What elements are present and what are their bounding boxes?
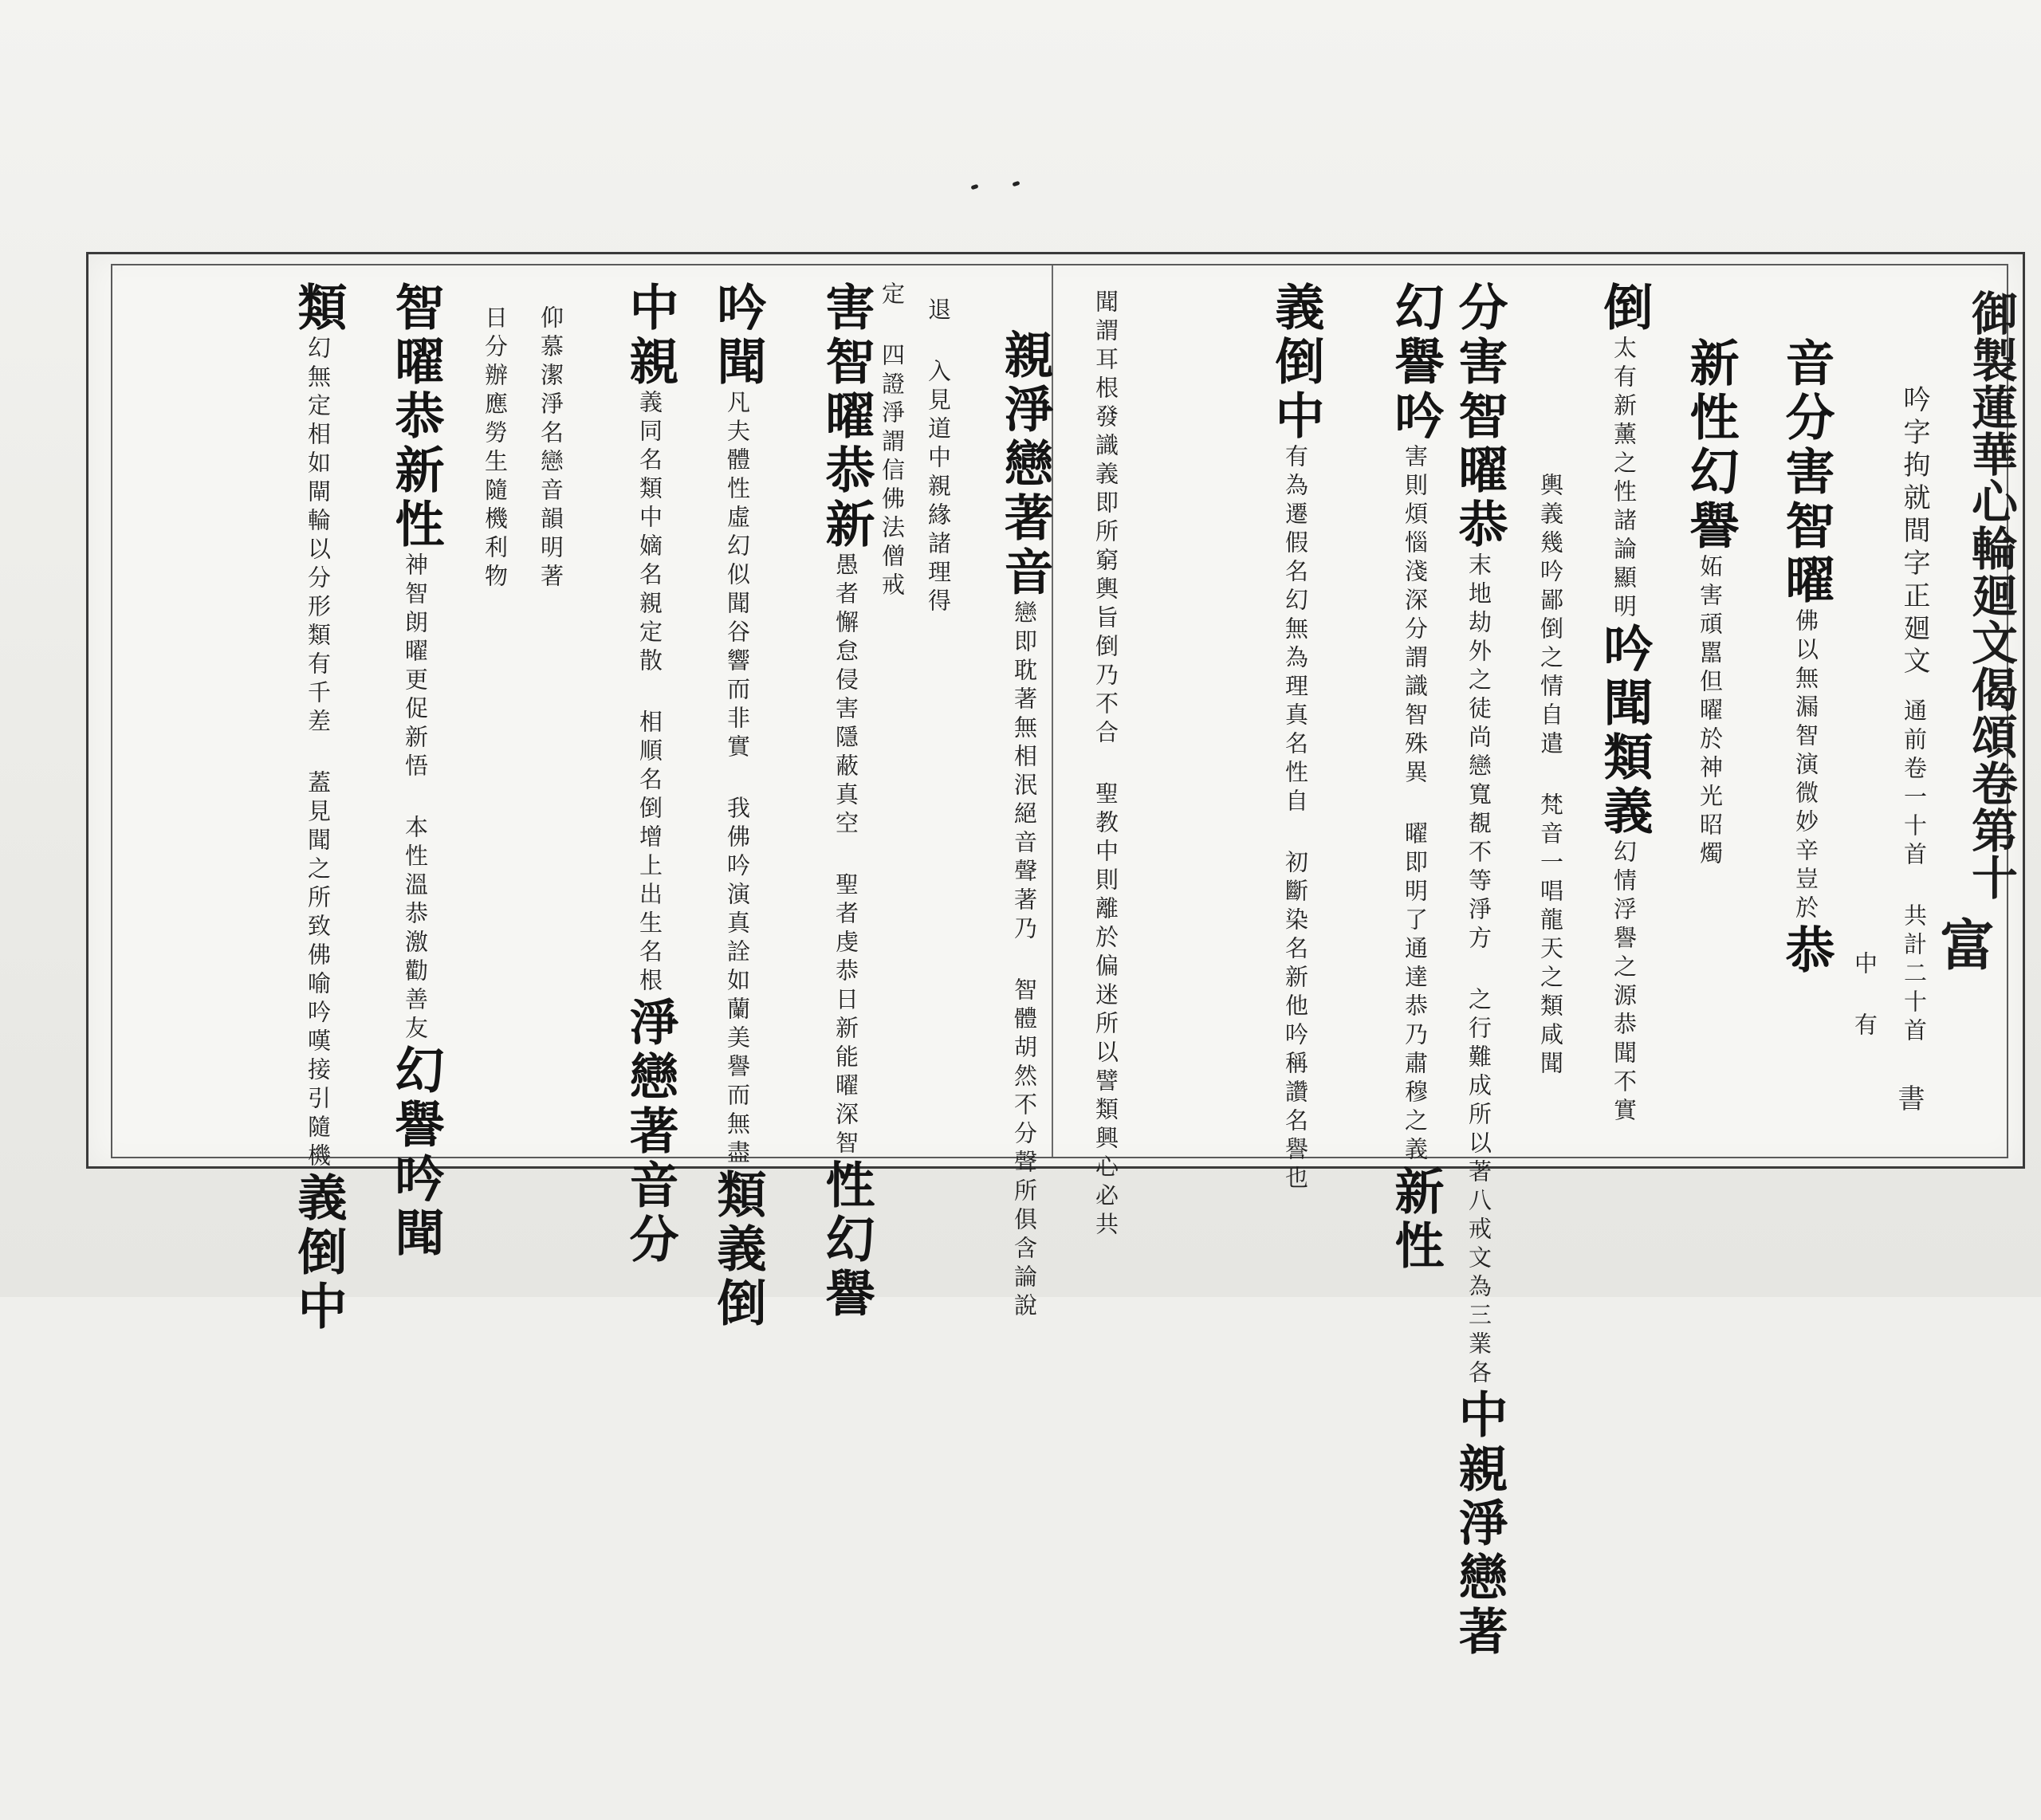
text-column	[1260, 281, 1331, 1194]
verse-text: 義倒中	[289, 1172, 348, 1335]
verse-text: 類	[289, 281, 348, 336]
text-column	[283, 281, 354, 1335]
verse-text: 淨戀著音分	[621, 996, 679, 1268]
text-column	[1090, 289, 1123, 1240]
verse-text: 親淨戀著音	[996, 329, 1054, 600]
commentary-text: 妬害頑嚚但曜於神光昭燭	[1697, 554, 1724, 870]
commentary-text: 神智朗曜更促新悟 本性溫恭激勸善友	[402, 552, 429, 1044]
commentary-text: 太有新薰之性諸論顯明	[1610, 336, 1638, 623]
text-column	[1380, 281, 1451, 1274]
text-column	[922, 297, 955, 1166]
ink-speck	[970, 184, 978, 191]
text-column	[811, 281, 882, 1322]
seal-mark: 書	[1893, 1084, 1925, 1111]
verse-text: 新性	[1386, 1166, 1445, 1274]
verse-text: 倒	[1595, 281, 1654, 336]
volume-character: 富	[1931, 917, 1995, 971]
text-column	[479, 305, 512, 1174]
commentary-text: 定 四證淨謂信佛法僧戒	[879, 281, 906, 601]
text-column	[1589, 281, 1660, 1150]
verse-text: 分害智曜恭	[1450, 281, 1508, 552]
text-column	[1771, 337, 1842, 1206]
verse-text: 幻譽吟聞	[387, 1044, 445, 1261]
printed-text-block	[86, 252, 2025, 1660]
note: 通前卷一十首 共計二十首	[1901, 698, 1928, 1047]
verse-text: 吟聞類義	[1595, 623, 1654, 839]
volume-title	[1957, 289, 2024, 1158]
verse-text: 中親淨戀著	[1450, 1389, 1508, 1660]
commentary-text: 仰慕潔淨名戀音韻明著	[537, 305, 564, 592]
commentary-text: 愚者懈怠侵害隱蔽真空 聖者虔恭日新能曜深智	[832, 552, 859, 1159]
volume-title-text: 御製蓮華心輪廻文偈頌卷第十	[1964, 289, 2018, 901]
text-column	[615, 281, 686, 1268]
verse-text: 類義倒	[709, 1169, 767, 1331]
text-column	[1849, 951, 1882, 1820]
commentary-text: 害則煩惱淺深分謂識智殊異 曜即明了通達恭乃肅穆之義	[1402, 444, 1429, 1166]
text-column	[1535, 473, 1567, 1342]
verse-text: 中親	[621, 281, 679, 390]
verse-text: 智曜恭新性	[387, 281, 445, 552]
verse-text: 新性幻譽	[1681, 337, 1740, 554]
commentary-text: 戀即耽著無相泯絕音聲著乃 智體胡然不分聲所俱含論說	[1011, 600, 1038, 1322]
verse-text: 義倒中	[1267, 281, 1325, 444]
text-column	[1444, 281, 1515, 1660]
text-column	[1675, 337, 1746, 1206]
commentary-text: 末地劫外之徒尚戀寬覩不等淨方 之行難成所以著八戒文為三業各	[1465, 552, 1492, 1389]
text-column	[535, 305, 568, 1174]
commentary-text: 佛以無漏智演微妙辛豈於	[1792, 608, 1819, 924]
commentary-text: 幻情浮譽之源恭聞不實	[1610, 839, 1638, 1126]
text-column	[989, 329, 1060, 1322]
text-frame	[111, 264, 2018, 1660]
verse-text: 恭	[1777, 924, 1835, 978]
commentary-text: 義同名類中嫡名親定散 相順名倒增上出生名根	[636, 390, 663, 996]
verse-text: 音分害智曜	[1777, 337, 1835, 608]
subtitle: 吟字拘就間字正廻文	[1898, 385, 1930, 679]
commentary-text: 有為遷假名幻無為理真名性自 初斷染名新他吟稱讚名譽也	[1282, 444, 1309, 1194]
commentary-text: 日分辦應勞生隨機利物	[482, 305, 509, 592]
commentary-text: 凡夫體性虛幻似聞谷響而非實 我佛吟演真詮如蘭美譽而無盡	[724, 390, 751, 1169]
verse-text: 吟聞	[709, 281, 767, 390]
verse-text: 幻譽吟	[1386, 281, 1445, 444]
ink-speck	[1012, 181, 1020, 187]
text-column	[1895, 385, 1934, 1254]
text-column	[380, 281, 451, 1261]
verse-text: 性幻譽	[817, 1159, 875, 1322]
verse-text: 害智曜恭新	[817, 281, 875, 552]
commentary-text: 幻無定相如閘輪以分形類有千差 蓋見聞之所致佛喻吟嘆接引隨機	[305, 336, 332, 1172]
commentary-text: 退 入見道中親緣諸理得	[925, 297, 952, 617]
note: 中 有	[1851, 951, 1878, 1041]
commentary-text: 輿義幾吟鄙倒之情自遣 梵音一唱龍天之類咸聞	[1537, 473, 1564, 1079]
text-column	[702, 281, 773, 1331]
commentary-text: 聞謂耳根發識義即所窮輿旨倒乃不合 聖教中則離於偏迷所以譬類興心必共	[1092, 289, 1119, 1240]
